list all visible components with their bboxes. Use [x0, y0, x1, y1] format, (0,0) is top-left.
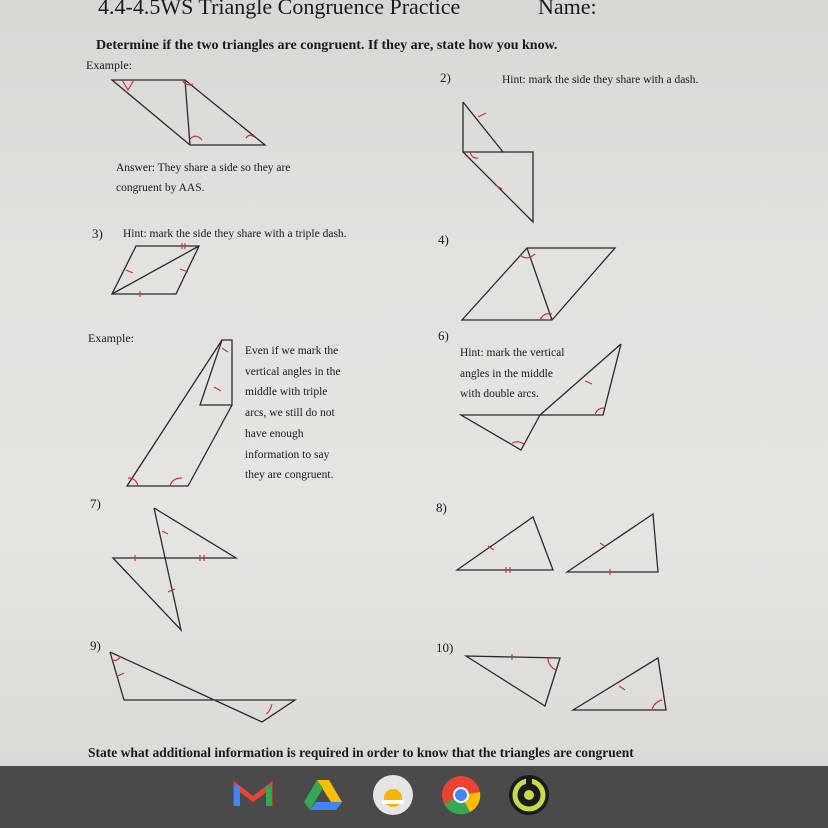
- tick-mark: [478, 113, 486, 117]
- problem2-hint: Hint: mark the side they share with a dash.: [502, 74, 699, 86]
- example1-figure: [112, 80, 265, 145]
- example2-note-line: vertical angles in the: [245, 365, 341, 378]
- angle-mark: [190, 136, 202, 140]
- name-label: Name:: [538, 0, 597, 19]
- problem2-number: 2): [440, 70, 451, 85]
- google-drive-icon[interactable]: [302, 774, 344, 816]
- example2-note-line: information to say: [245, 448, 330, 461]
- angle-mark: [170, 478, 182, 486]
- angle-mark: [266, 704, 272, 714]
- tick-mark: [162, 531, 168, 534]
- tick-mark: [118, 673, 124, 676]
- problem6-hint-line: Hint: mark the vertical: [460, 347, 565, 359]
- angle-mark: [520, 254, 535, 258]
- example2-note-line: have enough: [245, 427, 304, 440]
- problem8-number: 8): [436, 500, 447, 515]
- tick-mark: [619, 686, 625, 690]
- tick-mark: [214, 387, 221, 391]
- example1-answer-line2: congruent by AAS.: [116, 182, 205, 194]
- google-classroom-icon[interactable]: [372, 774, 414, 816]
- problem4-figure: [462, 248, 615, 320]
- example2-note-line: arcs, we still do not: [245, 407, 335, 420]
- example2-label: Example:: [88, 331, 134, 345]
- problem3-number: 3): [92, 226, 103, 241]
- edpuzzle-icon[interactable]: [508, 774, 550, 816]
- problem8-figure: [457, 514, 658, 572]
- example2-note-line: Even if we mark the: [245, 345, 339, 357]
- example2-figure: [127, 340, 232, 486]
- angle-mark: [652, 700, 662, 710]
- worksheet-title: 4.4-4.5WS Triangle Congruence Practice: [98, 0, 461, 19]
- angle-mark: [470, 152, 478, 158]
- example2-note-line: middle with triple: [245, 386, 328, 399]
- problem2-figure: [463, 102, 533, 222]
- angle-mark: [246, 135, 254, 138]
- problem3-hint: Hint: mark the side they share with a triple dash.: [123, 228, 347, 240]
- problem6-figure: [461, 344, 621, 450]
- problem9-figure: [110, 652, 295, 722]
- tick-mark: [600, 543, 606, 547]
- problem4-number: 4): [438, 232, 449, 247]
- tick-mark: [585, 381, 592, 384]
- angle-mark: [548, 658, 556, 670]
- problem6-hint-line: angles in the middle: [460, 367, 553, 380]
- problem7-number: 7): [90, 496, 101, 511]
- footer-instruction: State what additional information is required in order to know that the triangles are congruent: [88, 745, 634, 760]
- problem6-number: 6): [438, 328, 449, 343]
- problem10-figure: [466, 656, 666, 710]
- problem6-hint-line: with double arcs.: [460, 388, 539, 401]
- example1-answer-line1: Answer: They share a side so they are: [116, 162, 291, 174]
- problem3-figure: [112, 246, 199, 294]
- example1-label: Example:: [86, 58, 132, 72]
- instructions: Determine if the two triangles are congruent. If they are, state how you know.: [96, 38, 558, 53]
- angle-mark: [512, 442, 524, 444]
- tick-mark: [126, 270, 133, 273]
- example2-note-line: they are congruent.: [245, 469, 334, 482]
- angle-mark: [122, 80, 134, 90]
- taskbar: [0, 766, 828, 828]
- problem9-number: 9): [90, 638, 101, 653]
- chrome-icon[interactable]: [440, 774, 482, 816]
- gmail-icon[interactable]: [232, 774, 274, 816]
- problem10-number: 10): [436, 640, 454, 655]
- problem7-figure: [113, 508, 236, 630]
- tick-mark: [222, 348, 228, 352]
